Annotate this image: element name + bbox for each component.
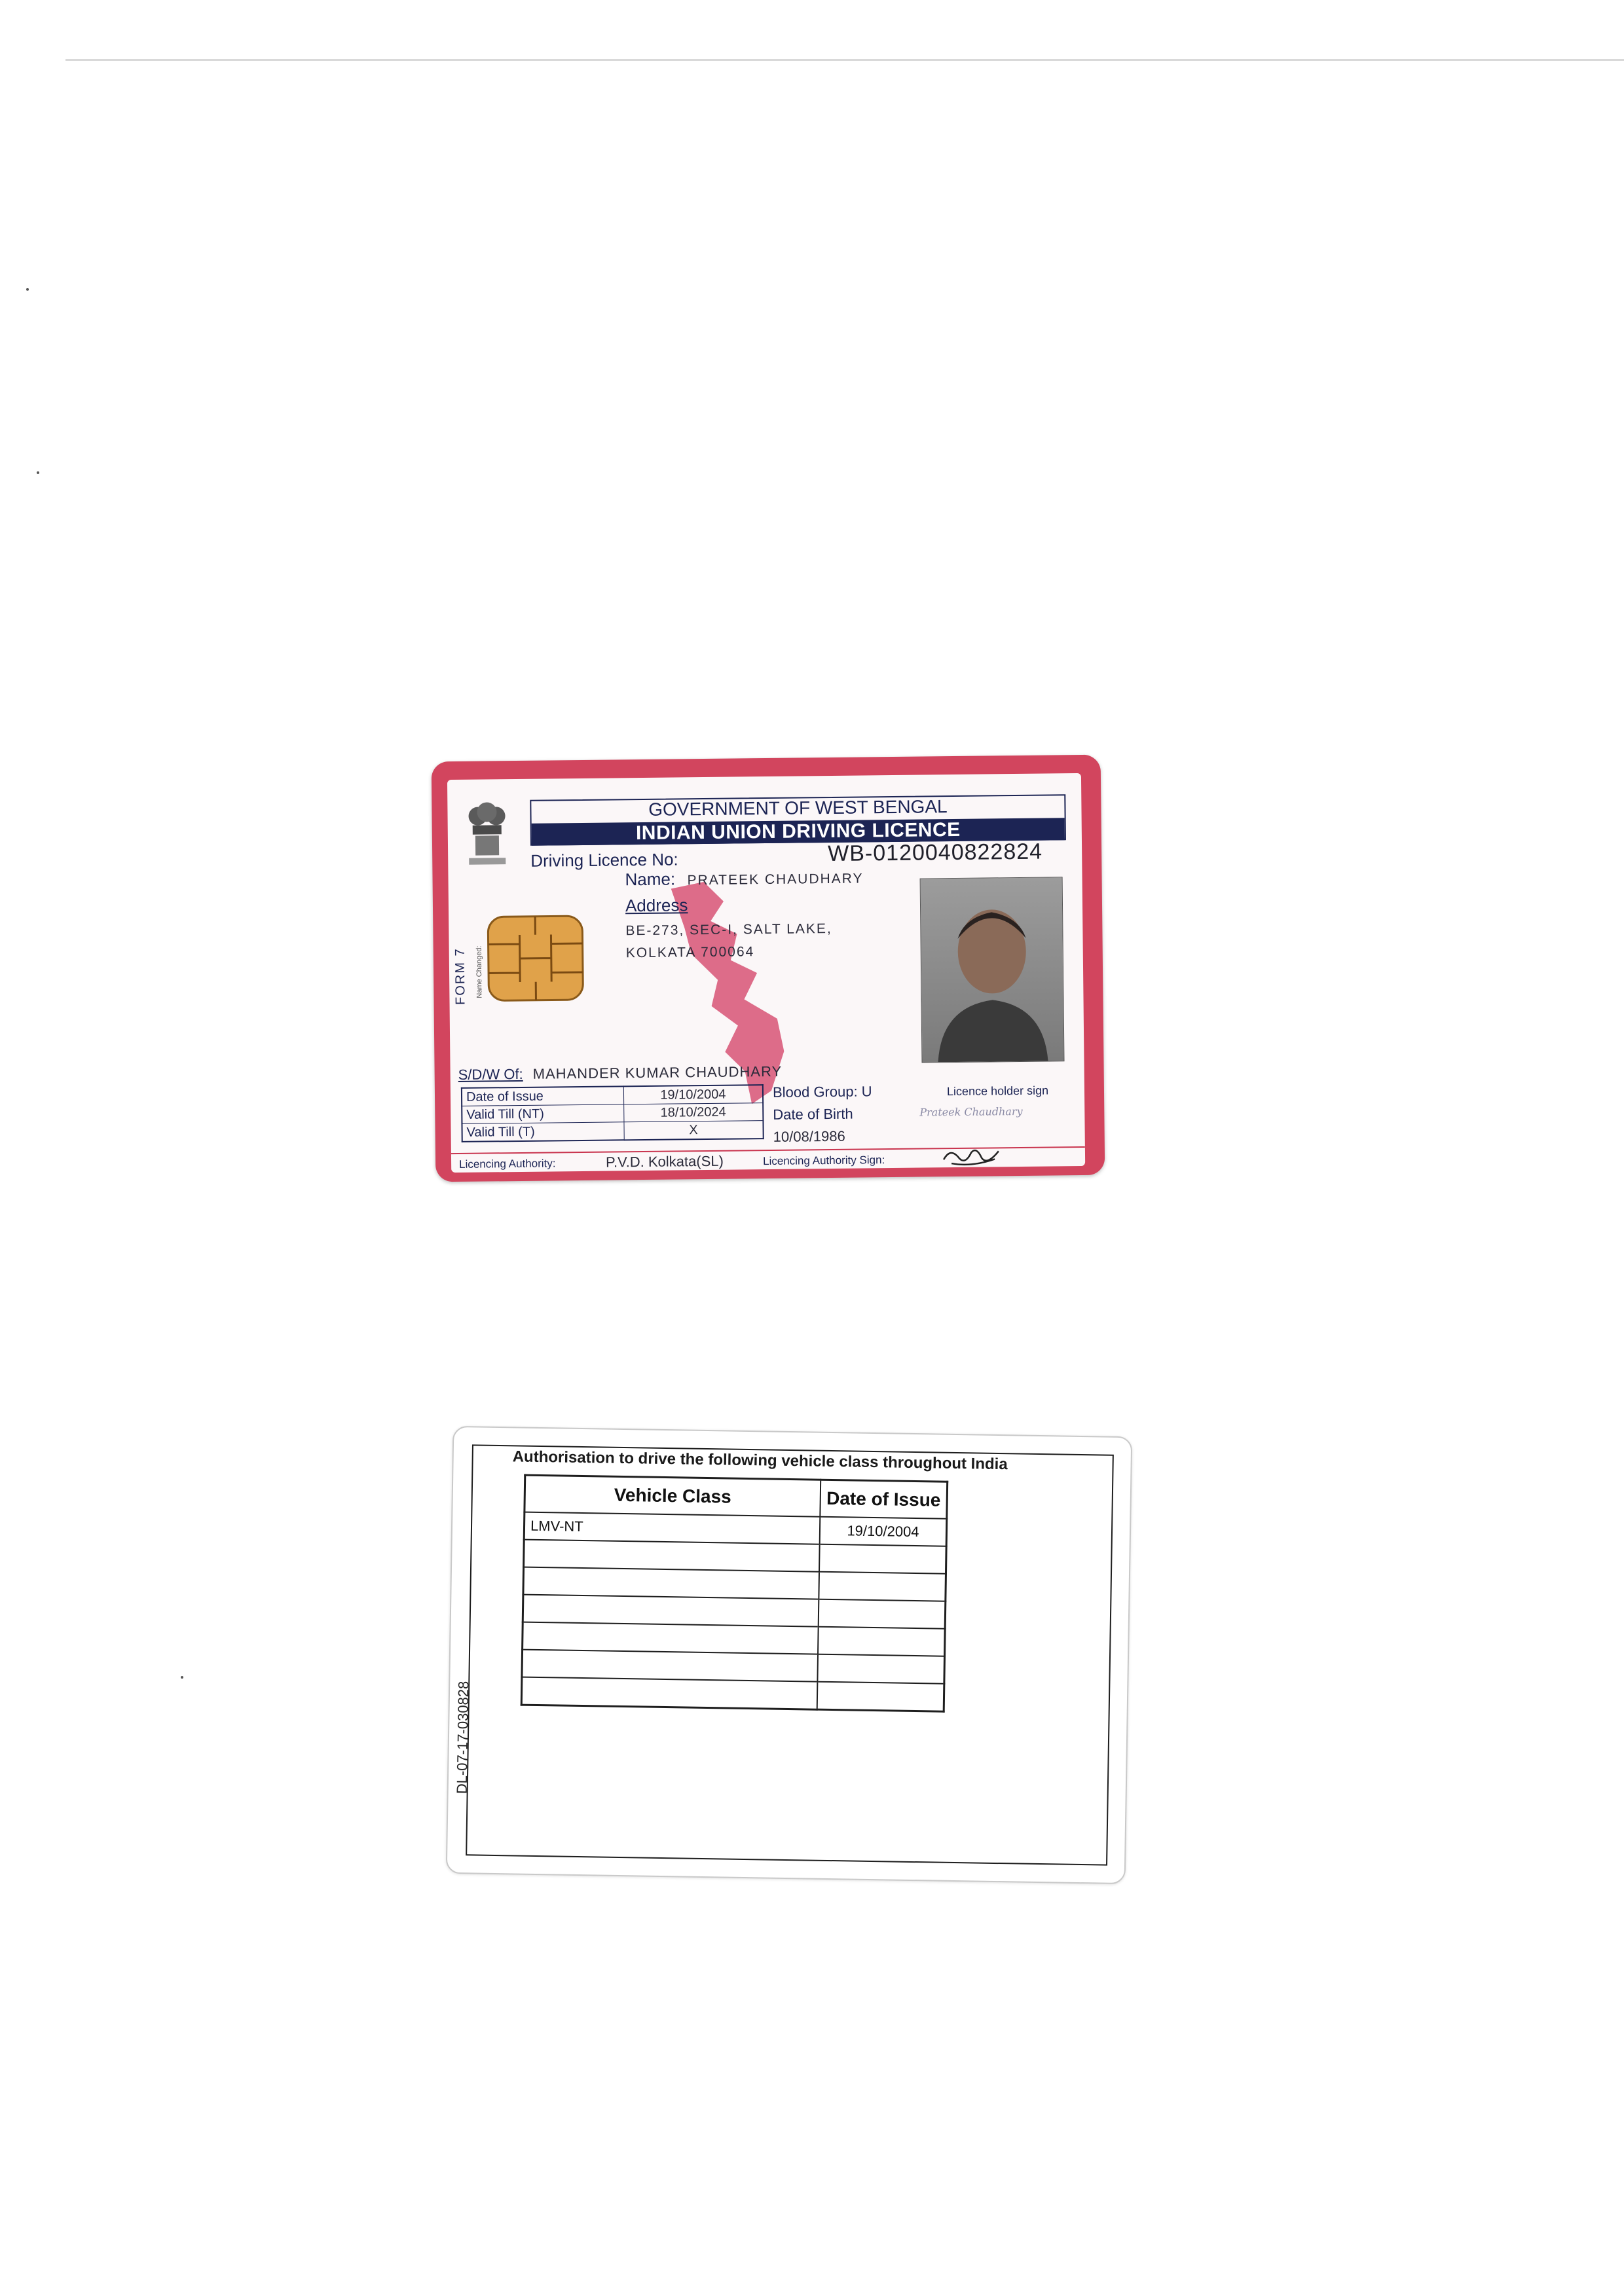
licence-header xyxy=(530,794,1066,846)
relation-label: S/D/W Of: xyxy=(458,1065,523,1083)
vehicle-class-cell xyxy=(523,1567,819,1599)
vehicle-class-cell xyxy=(522,1650,818,1682)
date-of-issue-cell xyxy=(819,1599,946,1629)
government-title: GOVERNMENT OF WEST BENGAL xyxy=(648,796,948,820)
date-of-issue-cell xyxy=(819,1544,946,1574)
holder-photo xyxy=(920,877,1065,1063)
vehicle-class-cell xyxy=(521,1677,817,1710)
date-of-issue-cell: 19/10/2004 xyxy=(820,1517,947,1546)
relation-value: MAHANDER KUMAR CHAUDHARY xyxy=(532,1063,783,1082)
card-serial-number: DL-07-17-030828 xyxy=(453,1681,472,1795)
name-changed-label: Name Changed: xyxy=(475,945,484,998)
licence-front-card xyxy=(432,755,1105,1182)
scan-edge-line xyxy=(65,59,1624,61)
dob-value: 10/08/1986 xyxy=(773,1127,845,1145)
vehicle-class-cell xyxy=(523,1595,819,1627)
authorisation-text: Authorisation to drive the following vehicle class throughout India xyxy=(512,1448,1008,1474)
table-row xyxy=(462,1121,763,1142)
licence-front-face xyxy=(447,773,1085,1173)
form-label: FORM 7 xyxy=(452,947,468,1006)
vehicle-class-cell xyxy=(524,1540,820,1572)
holder-signature: Prateek Chaudhary xyxy=(919,1104,1023,1119)
address-line-1: BE-273, SEC-I, SALT LAKE, xyxy=(625,920,832,939)
smart-chip-icon xyxy=(487,915,584,1002)
date-of-issue-cell xyxy=(819,1572,946,1601)
date-of-issue-header: Date of Issue xyxy=(820,1480,947,1519)
authority-value: P.V.D. Kolkata(SL) xyxy=(605,1152,724,1171)
issue-date-label: Date of Issue xyxy=(462,1086,624,1106)
ashoka-emblem-icon xyxy=(463,797,511,870)
authority-label: Licencing Authority: xyxy=(459,1157,556,1171)
authority-signature-icon xyxy=(938,1143,1004,1170)
licence-number-label: Driving Licence No: xyxy=(530,849,678,871)
portrait-icon xyxy=(921,877,1064,1062)
issue-date-value: 19/10/2004 xyxy=(623,1085,763,1104)
address-label: Address xyxy=(625,895,688,916)
date-of-issue-cell xyxy=(817,1682,944,1712)
holder-sign-label: Licence holder sign xyxy=(946,1084,1049,1099)
validity-table xyxy=(461,1084,764,1142)
licence-back-card xyxy=(446,1426,1133,1884)
name-label: Name: xyxy=(625,869,676,890)
table-header-row xyxy=(525,1475,948,1519)
vehicle-class-cell: LMV-NT xyxy=(524,1512,820,1544)
date-of-issue-cell xyxy=(817,1654,944,1684)
licence-number-value: WB-0120040822824 xyxy=(827,839,1043,867)
name-value: PRATEEK CHAUDHARY xyxy=(687,871,864,888)
valid-till-t-label: Valid Till (T) xyxy=(462,1122,624,1142)
scan-speck xyxy=(37,471,39,474)
valid-till-nt-label: Valid Till (NT) xyxy=(462,1104,624,1124)
scan-speck xyxy=(181,1676,183,1679)
scan-speck xyxy=(26,288,29,291)
date-of-issue-cell xyxy=(818,1627,945,1656)
dob-label: Date of Birth xyxy=(773,1105,853,1123)
vehicle-class-header: Vehicle Class xyxy=(525,1475,821,1517)
authority-sign-label: Licencing Authority Sign: xyxy=(762,1154,885,1168)
table-row xyxy=(521,1677,944,1712)
vehicle-class-cell xyxy=(523,1622,819,1654)
vehicle-class-table xyxy=(521,1474,948,1713)
valid-till-t-value: X xyxy=(624,1121,764,1140)
valid-till-nt-value: 18/10/2024 xyxy=(623,1103,763,1122)
blood-group: Blood Group: U xyxy=(772,1083,872,1101)
licence-title-banner: INDIAN UNION DRIVING LICENCE xyxy=(532,818,1065,846)
address-line-2: KOLKATA 700064 xyxy=(625,944,755,961)
